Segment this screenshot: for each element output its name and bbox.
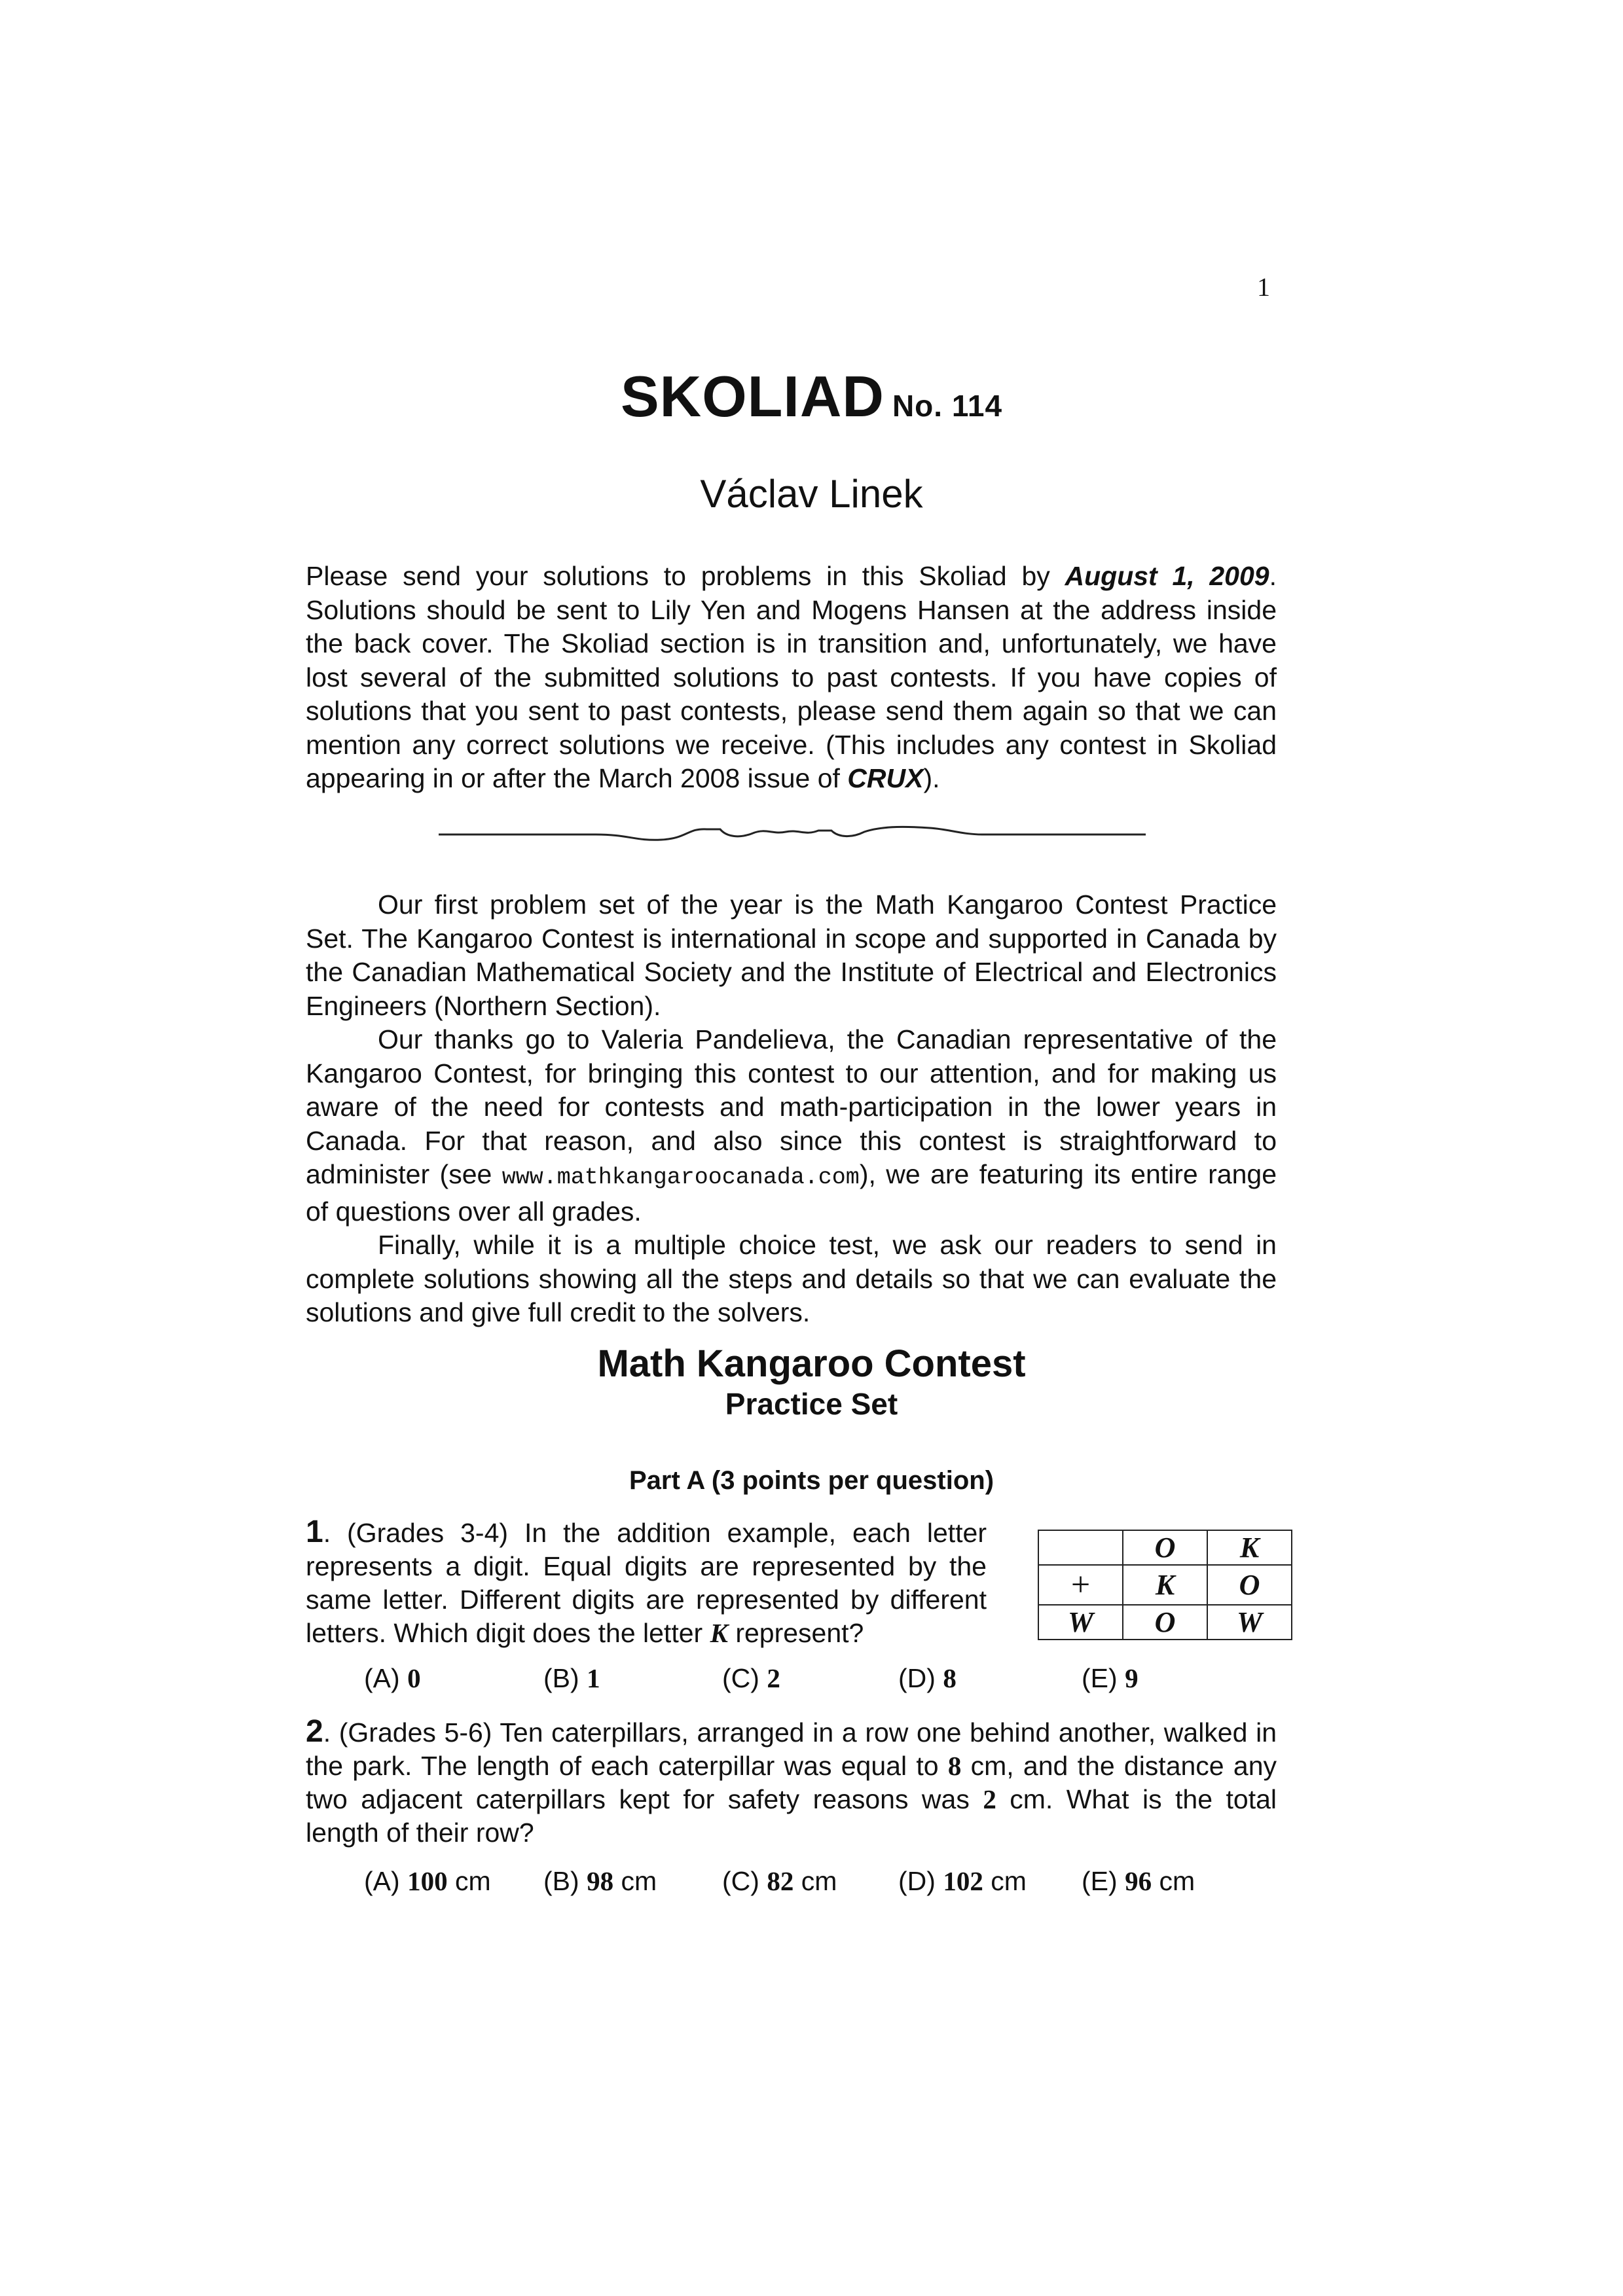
grid-row <box>1038 1565 1292 1605</box>
choice-value: 82 <box>767 1866 794 1896</box>
choice-value: 9 <box>1125 1663 1139 1693</box>
question-1-text-a: . (Grades 3-4) In the addition example, each letter represents a digit. Equal digits are represented by the same letter. Different digits are represented by different letters. Which digit does the letter <box>306 1518 987 1648</box>
author-name: Václav Linek <box>700 472 923 516</box>
paragraph-1: Our first problem set of the year is the Math Kangaroo Contest Practice Set. The Kangaroo Contest is international in scope and supported in Canada by the Canadian Mathematical Society and the Institute of Electrical and Electronics Engineers (Northern Section). <box>306 889 1277 1021</box>
grid-row <box>1038 1605 1292 1640</box>
choice-value: 100 <box>407 1866 448 1896</box>
question-2-text-b: cm, and the distance any two adjacent caterpillars kept for safety reasons was <box>306 1751 1277 1814</box>
journal-name: CRUX <box>847 763 924 793</box>
choice-a[interactable] <box>364 1865 491 1897</box>
caterpillar-gap: 2 <box>983 1784 996 1814</box>
question-1 <box>306 1515 987 1650</box>
choice-e[interactable] <box>1082 1662 1139 1694</box>
choice-value: 0 <box>407 1663 421 1693</box>
choice-label: (B) <box>543 1866 579 1896</box>
paragraph-2-text-b: ), we are featuring its entire range of questions over all grades. <box>306 1159 1277 1227</box>
choice-label: (E) <box>1082 1663 1118 1693</box>
question-number: 2 <box>306 1714 323 1749</box>
question-2-choices <box>0 1865 1623 1905</box>
variable-k: K <box>710 1618 728 1648</box>
grid-cell: O <box>1123 1605 1207 1640</box>
question-2 <box>306 1715 1277 1850</box>
choice-label: (A) <box>364 1663 400 1693</box>
choice-value: 2 <box>767 1663 780 1693</box>
choice-b[interactable] <box>543 1662 600 1694</box>
title-text: SKOLIAD <box>620 364 884 429</box>
page-title <box>0 363 1623 430</box>
choice-unit: cm <box>801 1866 837 1896</box>
choice-label: (A) <box>364 1866 400 1896</box>
choice-value: 98 <box>587 1866 614 1896</box>
grid-cell: + <box>1038 1565 1123 1605</box>
choice-value: 102 <box>943 1866 983 1896</box>
choice-unit: cm <box>621 1866 657 1896</box>
choice-label: (D) <box>898 1663 936 1693</box>
grid-cell: K <box>1207 1530 1292 1565</box>
choice-unit: cm <box>1159 1866 1195 1896</box>
intro-paragraph <box>306 560 1277 796</box>
issue-number: No. 114 <box>892 389 1003 423</box>
choice-label: (B) <box>543 1663 579 1693</box>
choice-a[interactable] <box>364 1662 421 1694</box>
question-2-text-c: cm. What is the total length of their row? <box>306 1784 1277 1848</box>
intro-text-1: Please send your solutions to problems in this Skoliad by <box>306 561 1065 591</box>
choice-value: 96 <box>1125 1866 1152 1896</box>
body-text <box>306 888 1277 1330</box>
addition-grid <box>1038 1530 1292 1640</box>
question-2-text-a: . (Grades 5-6) Ten caterpillars, arranged in a row one behind another, walked in the park. The length of each caterpillar was equal to <box>306 1717 1277 1781</box>
choice-label: (C) <box>722 1663 759 1693</box>
question-1-choices <box>0 1662 1623 1702</box>
choice-label: (D) <box>898 1866 936 1896</box>
choice-unit: cm <box>454 1866 491 1896</box>
choice-value: 1 <box>587 1663 600 1693</box>
grid-cell: O <box>1207 1565 1292 1605</box>
choice-label: (C) <box>722 1866 759 1896</box>
grid-cell: W <box>1207 1605 1292 1640</box>
grid-row <box>1038 1530 1292 1565</box>
contest-title: Math Kangaroo Contest <box>597 1342 1026 1385</box>
question-number: 1 <box>306 1515 323 1549</box>
paragraph-2-text-a: Our thanks go to Valeria Pandelieva, the Canadian representative of the Kangaroo Contest, for bringing this contest to our attention, and for making us aware of the need for contests and math-participation in the lower years in Canada. For that reason, and also since this contest is straightforward to administer (see <box>306 1024 1277 1189</box>
caterpillar-length: 8 <box>947 1751 962 1781</box>
part-heading: Part A (3 points per question) <box>629 1466 994 1495</box>
choice-unit: cm <box>991 1866 1027 1896</box>
intro-text-3: ). <box>923 763 940 793</box>
deadline: August 1, 2009 <box>1065 561 1269 591</box>
intro-text-2: . Solutions should be sent to Lily Yen and Mogens Hansen at the address inside the back cover. The Skoliad section is in transition and, unfortunately, we have lost several of the submitted solutions to past contests. If you have copies of solutions that you sent to past contests, please send them again so that we can mention any correct solutions we receive. (This includes any contest in Skoliad appearing in or after the March 2008 issue of <box>306 561 1277 793</box>
choice-e[interactable] <box>1082 1865 1195 1897</box>
paragraph-2 <box>306 1023 1277 1229</box>
ornament-divider <box>439 821 1146 848</box>
contest-subtitle: Practice Set <box>725 1387 898 1421</box>
question-1-text-b: represent? <box>727 1618 864 1648</box>
grid-cell: W <box>1038 1605 1123 1640</box>
grid-cell: K <box>1123 1565 1207 1605</box>
paragraph-3: Finally, while it is a multiple choice test, we ask our readers to send in complete solutions showing all the steps and details so that we can evaluate the solutions and give full credit to the solvers. <box>306 1230 1277 1327</box>
grid-cell <box>1038 1530 1123 1565</box>
choice-c[interactable] <box>722 1865 837 1897</box>
choice-d[interactable] <box>898 1662 957 1694</box>
website-link[interactable]: www.mathkangaroocanada.com <box>501 1164 860 1191</box>
choice-c[interactable] <box>722 1662 780 1694</box>
choice-value: 8 <box>943 1663 957 1693</box>
choice-label: (E) <box>1082 1866 1118 1896</box>
choice-d[interactable] <box>898 1865 1027 1897</box>
grid-cell: O <box>1123 1530 1207 1565</box>
choice-b[interactable] <box>543 1865 657 1897</box>
page-number: 1 <box>1257 272 1270 302</box>
